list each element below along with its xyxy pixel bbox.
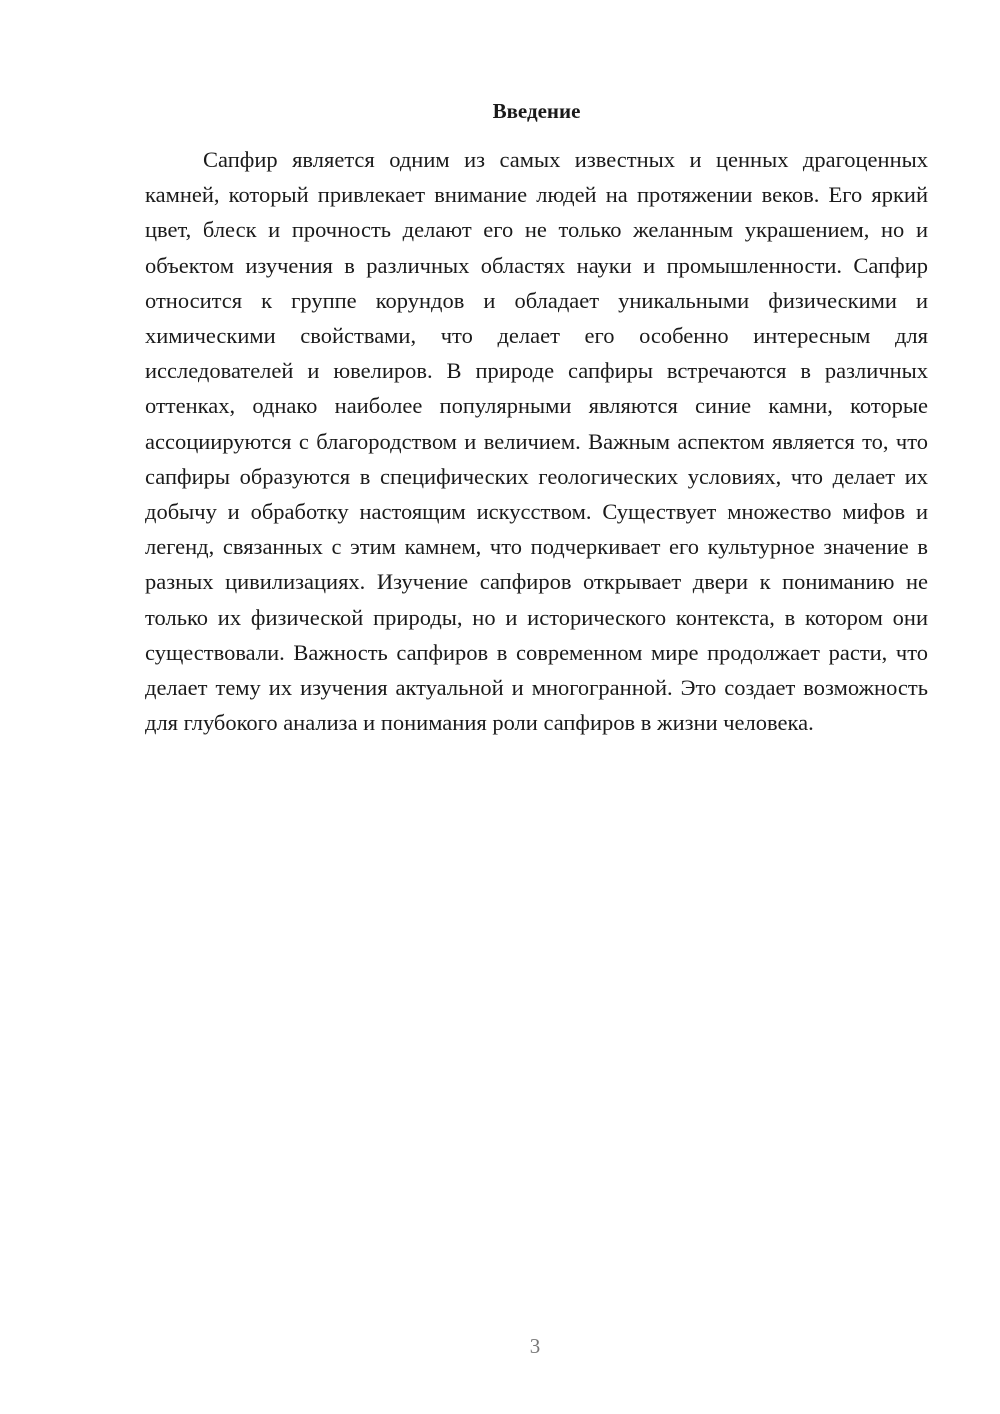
page-number: 3 (529, 1334, 541, 1358)
page-title: Введение (492, 99, 581, 123)
body-paragraph: Сапфир является одним из самых известных и ценных драгоценных камней, который привлекает внимание людей на протяжении веков. Его яркий цвет, блеск и прочность делают его не только желанным украшением, но и объектом изучения в различных областях науки и промышленности. Сапфир относится к группе корундов и обладает уникальными физическими и химическими свойствами, что делает его особенно интересным для исследователей и ювелиров. В природе сапфиры встречаются в различных оттенках, однако наиболее популярными являются синие камни, которые ассоциируются с благородством и величием. Важным аспектом является то, что сапфиры образуются в специфических геологических условиях, что делает их добычу и обработку настоящим искусством. Существует множество мифов и легенд, связанных с этим камнем, что подчеркивает его культурное значение в разных цивилизациях. Изучение сапфиров открывает двери к пониманию не только их физической природы, но и исторического контекста, в котором они существовали. Важность сапфиров в современном мире продолжает расти, что делает тему их изучения актуальной и многогранной. Это создает возможность для глубокого анализа и понимания роли сапфиров в жизни человека. (145, 147, 928, 736)
